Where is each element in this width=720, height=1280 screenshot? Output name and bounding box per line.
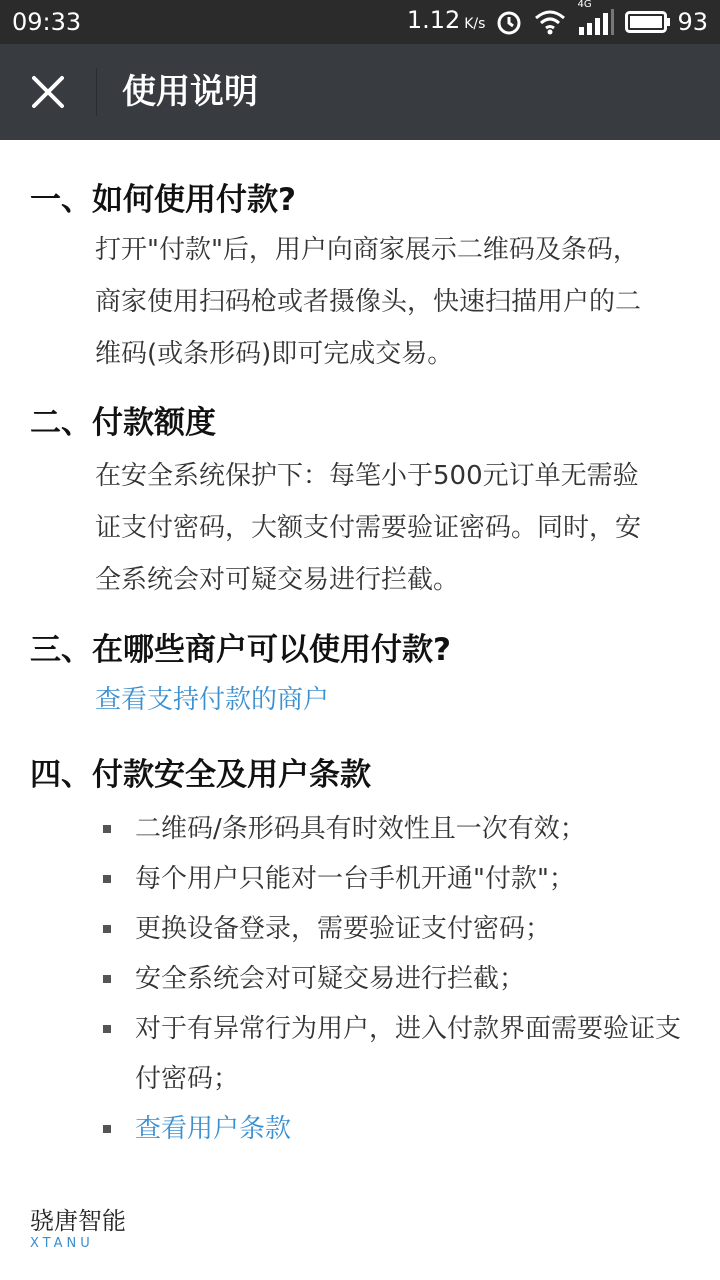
bullet-icon — [103, 1025, 111, 1033]
battery-icon — [625, 11, 671, 33]
bullet-icon — [103, 1125, 111, 1133]
page-title: 使用说明 — [122, 72, 258, 112]
section-2-line-2: 证支付密码，大额支付需要验证密码。同时，安 — [95, 513, 642, 543]
list-item — [95, 1004, 695, 1104]
network-type: 4G — [577, 0, 592, 10]
title-divider — [96, 68, 97, 116]
bullet-icon — [103, 975, 111, 983]
status-time: 09:33 — [12, 8, 82, 36]
user-terms-link[interactable]: 查看用户条款 — [135, 1114, 292, 1144]
title-bar — [0, 44, 720, 140]
net-speed-value: 1.12 — [406, 6, 461, 34]
terms-list — [95, 804, 695, 1154]
list-item-text: 每个用户只能对一台手机开通"付款"； — [135, 864, 575, 894]
section-heading-3: 三、在哪些商户可以使用付款? — [30, 632, 451, 668]
bullet-icon — [103, 925, 111, 933]
footer-brand-sub: XTANU — [30, 1236, 94, 1251]
supported-merchants-link[interactable]: 查看支持付款的商户 — [95, 685, 330, 715]
section-body-2 — [95, 450, 695, 606]
content-area — [0, 140, 720, 1280]
section-heading-2: 二、付款额度 — [30, 405, 216, 441]
net-speed-unit: K/s — [464, 16, 486, 32]
status-right — [406, 0, 708, 37]
wifi-icon — [533, 8, 567, 36]
section-2-line-3: 全系统会对可疑交易进行拦截。 — [95, 565, 460, 595]
list-item — [95, 1104, 695, 1154]
list-item-text: 更换设备登录，需要验证支付密码； — [135, 914, 552, 944]
list-item-text: 对于有异常行为用户，进入付款界面需要验证支付密码； — [135, 1014, 682, 1094]
section-2-line-1: 在安全系统保护下：每笔小于500元订单无需验 — [95, 461, 639, 491]
section-heading-4: 四、付款安全及用户条款 — [30, 757, 371, 793]
list-item — [95, 804, 695, 854]
signal-icon — [577, 9, 615, 35]
status-bar — [0, 0, 720, 44]
signal-group — [577, 0, 615, 35]
close-icon — [31, 75, 65, 109]
bullet-icon — [103, 875, 111, 883]
list-item-text: 安全系统会对可疑交易进行拦截； — [135, 964, 526, 994]
bullet-icon — [103, 825, 111, 833]
section-heading-1: 一、如何使用付款? — [30, 182, 296, 218]
section-1-line-1: 打开"付款"后，用户向商家展示二维码及条码， — [95, 235, 639, 265]
section-1-line-2: 商家使用扫码枪或者摄像头，快速扫描用户的二 — [95, 287, 642, 317]
list-item — [95, 854, 695, 904]
list-item — [95, 954, 695, 1004]
list-item — [95, 904, 695, 954]
net-speed — [407, 5, 486, 39]
footer-brand: 骁唐智能 — [30, 1207, 126, 1235]
battery-level: 93 — [677, 8, 708, 36]
alarm-icon — [495, 8, 523, 36]
section-body-1 — [95, 224, 695, 380]
section-1-line-3: 维码(或条形码)即可完成交易。 — [95, 339, 454, 369]
close-button[interactable] — [20, 66, 76, 118]
battery — [625, 7, 708, 37]
footer — [30, 1206, 126, 1252]
list-item-text: 二维码/条形码具有时效性且一次有效； — [135, 814, 586, 844]
